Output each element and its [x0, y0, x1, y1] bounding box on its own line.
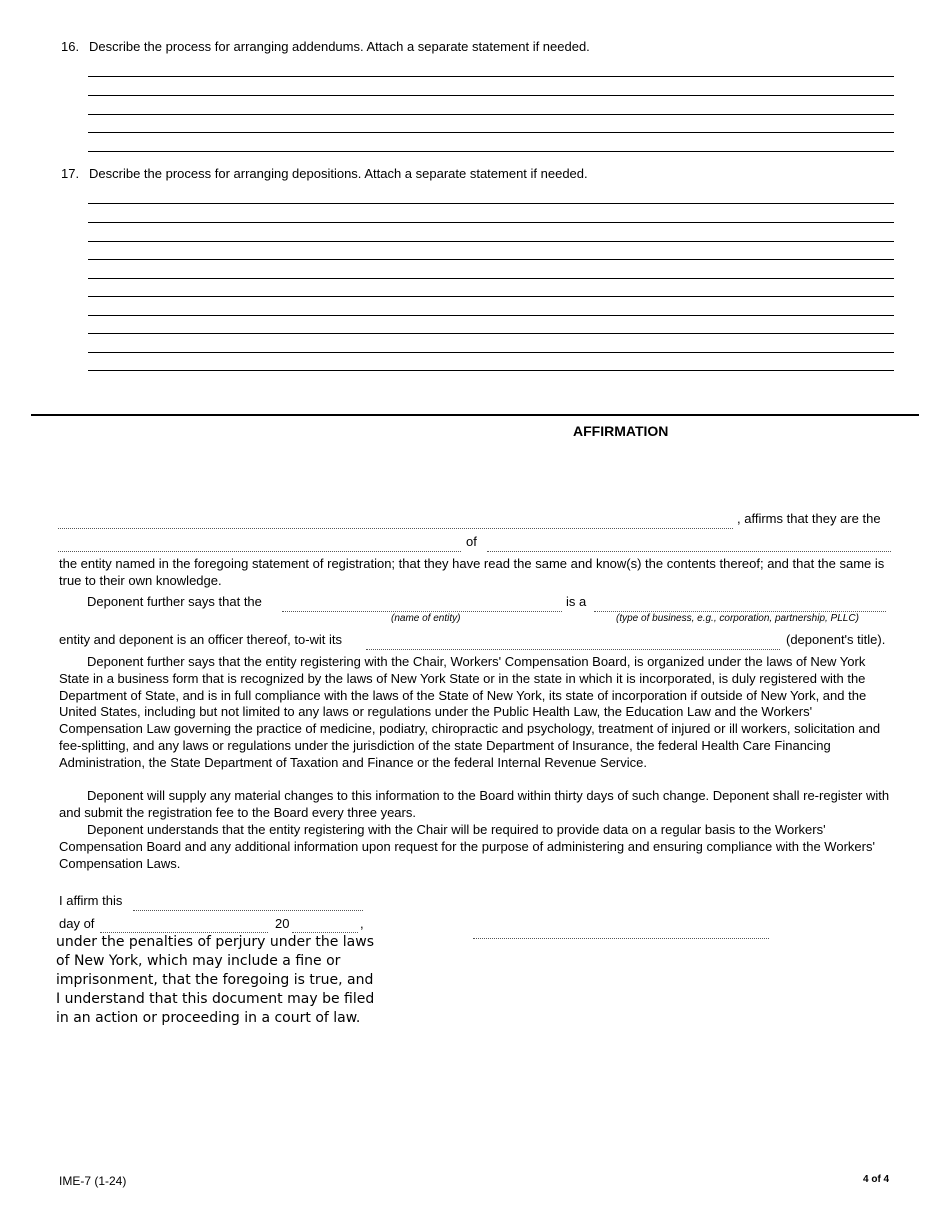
q17-answer-line[interactable]	[88, 241, 894, 242]
q16-answer-line[interactable]	[88, 114, 894, 115]
q17-answer-line[interactable]	[88, 352, 894, 353]
data-paragraph: Deponent understands that the entity registering with the Chair will be required to provide data on a regular basis to the Workers' Compensation Board and any additional information upon request for the purpose of administering and ensuring compliance with the Workers' Compensation Laws.	[59, 822, 875, 871]
question-17	[61, 166, 588, 181]
q16-answer-line[interactable]	[88, 95, 894, 96]
affiant-title-field[interactable]	[58, 551, 461, 552]
affiant-name-field[interactable]	[58, 528, 733, 529]
name-of-entity-hint: (name of entity)	[391, 613, 461, 624]
q17-answer-line[interactable]	[88, 315, 894, 316]
day-of-label: day of	[59, 916, 95, 931]
year-prefix: 20	[275, 916, 290, 931]
of-label: of	[466, 534, 477, 549]
q16-answer-line[interactable]	[88, 76, 894, 77]
deponent-title-label: (deponent's title).	[786, 632, 886, 647]
deponent-title-field[interactable]	[366, 649, 780, 650]
entity-named-paragraph: the entity named in the foregoing statement of registration; that they have read the same and know(s) the contents thereof; and that the same is true to their own knowledge.	[59, 556, 885, 588]
question-16-number: 16.	[61, 39, 80, 54]
date-comma: ,	[360, 916, 364, 931]
section-divider	[31, 414, 919, 416]
name-of-entity-field[interactable]	[282, 611, 562, 612]
deponent-says-text: Deponent further says that the	[87, 594, 262, 609]
q16-answer-line[interactable]	[88, 132, 894, 133]
is-a-label: is a	[566, 594, 587, 609]
signature-field[interactable]	[473, 938, 769, 939]
q17-answer-line[interactable]	[88, 370, 894, 371]
form-id: IME-7 (1-24)	[59, 1174, 127, 1188]
affirm-day-field[interactable]	[133, 910, 363, 911]
question-17-number: 17.	[61, 166, 80, 181]
q17-answer-line[interactable]	[88, 222, 894, 223]
page-number: 4 of 4	[863, 1174, 890, 1185]
officer-text: entity and deponent is an officer thereof, to-wit its	[59, 632, 343, 647]
affirms-text: , affirms that they are the	[737, 511, 881, 526]
question-16-text: Describe the process for arranging addendums. Attach a separate statement if needed.	[89, 39, 590, 54]
organized-paragraph: Deponent further says that the entity registering with the Chair, Workers' Compensation Board, is organized under the laws of New York State in a business form that is recognized by the laws of New York State or in the state in which it is incorporated, is duly registered with the Department of State, and is in full compliance with the laws of the State of New York, its state of incorporation if outside of New York, and the United States, including but not limited to any laws or regulations under the Public Health Law, the Education Law and the Workers' Compensation Law governing the practice of medicine, podiatry, chiropractic and psychology, treatment of injured or ill workers, solicitation and fee-splitting, and any laws or regulations under the jurisdiction of the state Department of Insurance, the federal Health Care Financing Administration, the State Department of Taxation and Finance or the federal Internal Revenue Service.	[59, 654, 881, 770]
type-of-business-hint: (type of business, e.g., corporation, partnership, PLLC)	[616, 613, 859, 624]
affirm-this-label: I affirm this	[59, 893, 123, 908]
q17-answer-line[interactable]	[88, 296, 894, 297]
affirmation-heading: AFFIRMATION	[573, 423, 669, 439]
question-17-text: Describe the process for arranging depositions. Attach a separate statement if needed.	[89, 166, 588, 181]
q16-answer-line[interactable]	[88, 151, 894, 152]
question-16	[61, 39, 590, 54]
q17-answer-line[interactable]	[88, 278, 894, 279]
q17-answer-line[interactable]	[88, 203, 894, 204]
changes-paragraph: Deponent will supply any material changes to this information to the Board within thirty days of such change. Deponent shall re-register with and submit the registration fee to the Board every three years.	[59, 788, 890, 820]
entity-of-field[interactable]	[487, 551, 891, 552]
type-of-business-field[interactable]	[594, 611, 886, 612]
q17-answer-line[interactable]	[88, 259, 894, 260]
perjury-statement: under the penalties of perjury under the laws of New York, which may include a fine or imprisonment, that the foregoing is true, and I understand that this document may be filed in an action or proceeding in a court of law.	[56, 934, 375, 1026]
q17-answer-line[interactable]	[88, 333, 894, 334]
